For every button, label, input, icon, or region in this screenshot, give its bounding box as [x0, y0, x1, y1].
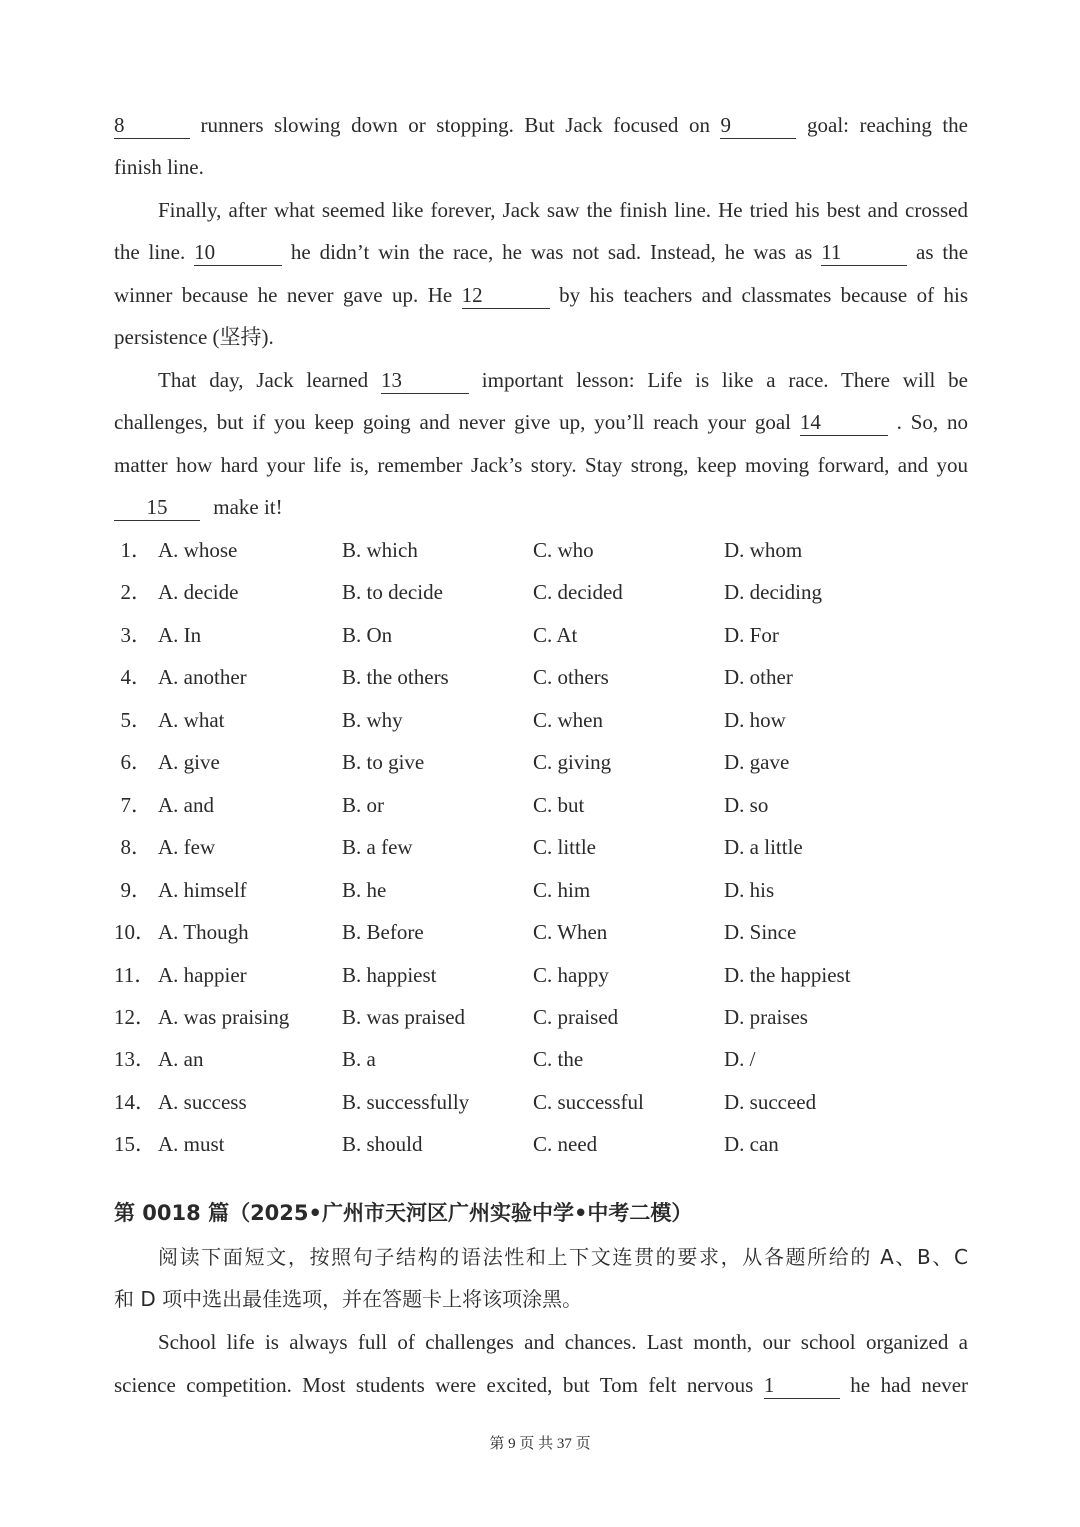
option-a: A. In — [158, 622, 202, 647]
answer-blank: 8 — [114, 112, 190, 139]
question-number: 11． — [114, 962, 156, 987]
passage-text: runners slowing down or stopping. But Jack focused on — [200, 113, 710, 137]
option-a: A. what — [158, 707, 225, 732]
option-d: D. can — [724, 1132, 779, 1157]
passage-line — [114, 110, 968, 140]
option-row — [0, 620, 1080, 650]
passage-line: matter how hard your life is, remember Jack’s story. Stay strong, keep moving forward, and you — [114, 453, 968, 477]
option-d: D. other — [724, 665, 793, 690]
option-c: C. happy — [533, 962, 609, 987]
option-row — [0, 705, 1080, 735]
passage-line — [114, 1370, 968, 1400]
passage-line: School life is always full of challenges and chances. Last month, our school organized a — [158, 1330, 968, 1354]
option-c: C. but — [533, 792, 585, 817]
option-d: D. praises — [724, 1004, 808, 1029]
option-c: C. little — [533, 835, 596, 860]
option-d: D. his — [724, 877, 775, 902]
option-b: B. the others — [342, 665, 449, 690]
passage-line — [114, 237, 968, 267]
passage-text: science competition. Most students were excited, but Tom felt nervous — [114, 1373, 754, 1397]
option-c: C. the — [533, 1047, 584, 1072]
option-row — [0, 790, 1080, 820]
passage-text: make it! — [213, 495, 283, 519]
passage-text: by his teachers and classmates because of his — [559, 283, 969, 307]
passage-line: persistence (坚持). — [114, 325, 274, 349]
passage-line: Finally, after what seemed like forever, Jack saw the finish line. He tried his best and crossed — [158, 198, 968, 222]
passage-line — [114, 365, 968, 395]
question-number: 7． — [120, 792, 152, 817]
question-number: 4． — [120, 665, 152, 690]
question-number: 15． — [114, 1132, 156, 1157]
option-c: C. him — [533, 877, 591, 902]
passage-text: goal: reaching the — [807, 113, 969, 137]
passage-text: he didn’t win the race, he was not sad. Instead, he was as — [290, 240, 813, 264]
passage-text: as the — [916, 240, 969, 264]
option-b: B. or — [342, 792, 384, 817]
option-c: C. decided — [533, 580, 623, 605]
option-c: C. At — [533, 622, 578, 647]
answer-blank: 11 — [821, 239, 907, 266]
page-footer: 第 9 页 共 37 页 — [489, 1436, 591, 1452]
answer-blank: 10 — [194, 239, 282, 266]
option-a: A. success — [158, 1089, 247, 1114]
passage-line — [114, 492, 968, 522]
question-number: 8． — [120, 835, 152, 860]
option-d: D. gave — [724, 750, 790, 775]
option-row — [0, 832, 1080, 862]
option-row — [0, 917, 1080, 947]
option-row — [0, 662, 1080, 692]
option-a: A. give — [158, 750, 220, 775]
option-a: A. decide — [158, 580, 239, 605]
option-c: C. giving — [533, 750, 612, 775]
option-a: A. must — [158, 1132, 225, 1157]
option-b: B. successfully — [342, 1089, 470, 1114]
option-row — [0, 1002, 1080, 1032]
answer-blank: 1 — [764, 1372, 840, 1399]
option-b: B. Before — [342, 920, 424, 945]
passage-text: winner because he never gave up. He — [114, 283, 453, 307]
option-b: B. was praised — [342, 1004, 466, 1029]
option-b: B. On — [342, 622, 393, 647]
option-row — [0, 577, 1080, 607]
passage-line — [114, 280, 968, 310]
option-a: A. himself — [158, 877, 247, 902]
option-b: B. should — [342, 1132, 423, 1157]
passage-line — [114, 407, 968, 437]
passage-text: the line. — [114, 240, 186, 264]
option-b: B. he — [342, 877, 387, 902]
option-d: D. the happiest — [724, 962, 851, 987]
question-number: 2． — [120, 580, 152, 605]
passage-text: challenges, but if you keep going and never give up, you’ll reach your goal — [114, 410, 791, 434]
option-row — [0, 535, 1080, 565]
option-d: D. whom — [724, 538, 803, 562]
answer-blank: 13 — [381, 367, 469, 394]
option-c: C. others — [533, 665, 609, 690]
answer-blank: 14 — [800, 409, 888, 436]
option-a: A. Though — [158, 920, 249, 945]
option-a: A. whose — [158, 538, 238, 562]
question-number: 12． — [114, 1004, 156, 1029]
question-number: 6． — [120, 750, 152, 775]
option-b: B. to give — [342, 750, 425, 775]
option-a: A. happier — [158, 962, 247, 987]
answer-blank: 15 — [114, 494, 200, 521]
option-d: D. a little — [724, 835, 803, 860]
option-row — [0, 960, 1080, 990]
option-a: A. an — [158, 1047, 204, 1072]
passage-text: he had never — [850, 1373, 969, 1397]
option-d: D. Since — [724, 920, 797, 945]
option-c: C. When — [533, 920, 608, 945]
answer-blank: 9 — [720, 112, 796, 139]
option-a: A. another — [158, 665, 247, 690]
question-number: 1． — [120, 538, 152, 562]
question-number: 5． — [120, 707, 152, 732]
option-a: A. was praising — [158, 1004, 290, 1029]
option-c: C. successful — [533, 1089, 644, 1114]
passage-text: . So, no — [896, 410, 969, 434]
instruction-line: 阅读下面短文，按照句子结构的语法性和上下文连贯的要求，从各题所给的 A、B、C — [158, 1245, 968, 1269]
question-number: 9． — [120, 877, 152, 902]
option-row — [0, 875, 1080, 905]
option-d: D. For — [724, 622, 779, 647]
question-number: 10． — [114, 920, 156, 945]
option-b: B. which — [342, 538, 418, 562]
question-number: 3． — [120, 622, 152, 647]
option-d: D. how — [724, 707, 786, 732]
passage-line: finish line. — [114, 155, 204, 179]
instruction-line: 和 D 项中选出最佳选项，并在答题卡上将该项涂黑。 — [114, 1287, 583, 1311]
option-row — [0, 1087, 1080, 1117]
option-b: B. happiest — [342, 962, 437, 987]
option-a: A. few — [158, 835, 216, 860]
answer-blank: 12 — [462, 282, 550, 309]
section-heading: 第 0018 篇（2025•广州市天河区广州实验中学•中考二模） — [114, 1201, 693, 1225]
option-b: B. a few — [342, 835, 413, 860]
option-c: C. praised — [533, 1004, 619, 1029]
option-b: B. why — [342, 707, 403, 732]
question-number: 14． — [114, 1089, 156, 1114]
option-d: D. deciding — [724, 580, 822, 605]
option-c: C. when — [533, 707, 603, 732]
option-d: D. succeed — [724, 1089, 817, 1114]
option-row — [0, 1129, 1080, 1159]
question-number: 13． — [114, 1047, 156, 1072]
option-row — [0, 1044, 1080, 1074]
option-b: B. a — [342, 1047, 376, 1072]
option-d: D. so — [724, 792, 769, 817]
option-c: C. who — [533, 538, 594, 562]
option-b: B. to decide — [342, 580, 443, 605]
passage-text: important lesson: Life is like a race. There will be — [481, 368, 969, 392]
option-d: D. / — [724, 1047, 756, 1072]
passage-text: That day, Jack learned — [158, 368, 369, 392]
option-c: C. need — [533, 1132, 598, 1157]
option-row — [0, 747, 1080, 777]
option-a: A. and — [158, 792, 214, 817]
